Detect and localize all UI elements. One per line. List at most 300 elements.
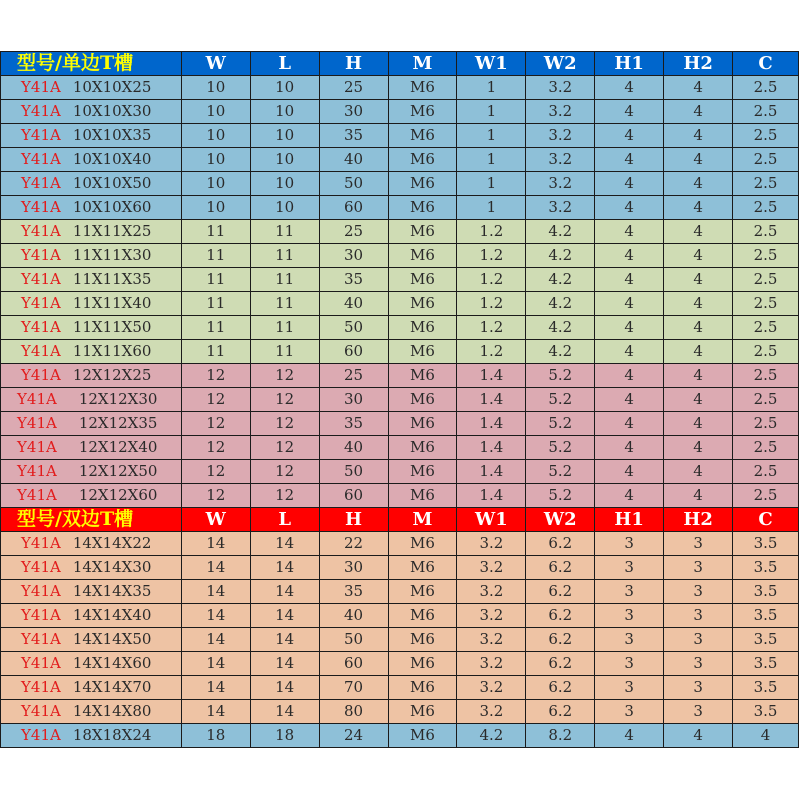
cell-w2: 3.2 [526,100,595,124]
cell-w1: 1.4 [457,484,526,508]
cell-h2: 3 [664,580,733,604]
cell-m: M6 [389,364,458,388]
cell-w: 14 [182,628,251,652]
cell-l: 14 [251,532,320,556]
cell-w: 14 [182,532,251,556]
table-row [1,292,799,316]
model-prefix: Y41A [17,438,57,456]
cell-h1: 4 [595,316,664,340]
cell-w1: 1.2 [457,292,526,316]
spec-table [0,51,799,748]
cell-w1: 1.2 [457,268,526,292]
cell-c: 2.5 [733,196,799,220]
model-prefix: Y41A [17,486,57,504]
model-prefix: Y41A [17,462,57,480]
cell-h2: 3 [664,652,733,676]
header-col-h: H [320,508,389,532]
cell-h1: 4 [595,412,664,436]
model-size: 14X14X35 [72,582,152,600]
model-cell [1,532,182,556]
cell-m: M6 [389,124,458,148]
cell-c: 2.5 [733,436,799,460]
cell-l: 14 [251,676,320,700]
cell-h: 70 [320,676,389,700]
cell-w2: 6.2 [526,604,595,628]
cell-m: M6 [389,700,458,724]
cell-h: 25 [320,76,389,100]
header-col-l: L [251,508,320,532]
model-cell [1,196,182,220]
cell-m: M6 [389,580,458,604]
cell-c: 2.5 [733,460,799,484]
table-row [1,172,799,196]
cell-h2: 4 [664,412,733,436]
cell-h1: 4 [595,340,664,364]
model-prefix: Y41A [21,342,61,360]
cell-c: 2.5 [733,340,799,364]
cell-c: 2.5 [733,124,799,148]
table-row [1,316,799,340]
cell-m: M6 [389,316,458,340]
cell-h1: 4 [595,724,664,748]
cell-m: M6 [389,148,458,172]
model-prefix: Y41A [21,534,61,552]
model-prefix: Y41A [21,366,61,384]
cell-w1: 1.4 [457,460,526,484]
cell-l: 10 [251,196,320,220]
model-size: 10X10X30 [72,102,152,120]
cell-w2: 4.2 [526,220,595,244]
model-prefix: Y41A [21,678,61,696]
cell-h1: 3 [595,628,664,652]
cell-h1: 4 [595,460,664,484]
cell-m: M6 [389,652,458,676]
header-col-h2: H2 [664,508,733,532]
cell-h: 50 [320,316,389,340]
cell-c: 3.5 [733,532,799,556]
cell-w2: 4.2 [526,340,595,364]
cell-m: M6 [389,172,458,196]
cell-w2: 3.2 [526,172,595,196]
cell-h2: 3 [664,676,733,700]
cell-w1: 1 [457,124,526,148]
cell-h: 25 [320,220,389,244]
cell-l: 11 [251,244,320,268]
cell-c: 3.5 [733,556,799,580]
cell-w1: 3.2 [457,532,526,556]
model-size: 11X11X60 [72,342,152,360]
cell-m: M6 [389,340,458,364]
model-prefix: Y41A [21,246,61,264]
cell-w1: 1.2 [457,244,526,268]
cell-w1: 3.2 [457,556,526,580]
cell-h2: 4 [664,124,733,148]
cell-c: 2.5 [733,76,799,100]
model-prefix: Y41A [21,726,61,744]
model-size: 10X10X60 [72,198,152,216]
model-prefix: Y41A [21,126,61,144]
cell-w2: 5.2 [526,388,595,412]
cell-l: 11 [251,220,320,244]
cell-h1: 3 [595,604,664,628]
cell-h: 60 [320,652,389,676]
table-row [1,412,799,436]
model-prefix: Y41A [21,630,61,648]
cell-l: 18 [251,724,320,748]
model-size: 14X14X70 [72,678,152,696]
cell-w2: 4.2 [526,244,595,268]
model-cell [1,172,182,196]
cell-w: 12 [182,484,251,508]
cell-l: 11 [251,268,320,292]
cell-h: 40 [320,292,389,316]
cell-w1: 1.2 [457,316,526,340]
model-prefix: Y41A [21,198,61,216]
cell-w: 11 [182,292,251,316]
cell-w1: 1.2 [457,340,526,364]
cell-w2: 5.2 [526,364,595,388]
cell-h: 30 [320,388,389,412]
cell-h: 35 [320,580,389,604]
cell-w1: 3.2 [457,652,526,676]
cell-c: 2.5 [733,316,799,340]
cell-w1: 1.4 [457,388,526,412]
cell-w: 10 [182,196,251,220]
header-col-w: W [182,52,251,76]
model-cell [1,676,182,700]
cell-h1: 4 [595,436,664,460]
cell-c: 2.5 [733,100,799,124]
cell-h1: 3 [595,676,664,700]
cell-l: 10 [251,172,320,196]
table-row [1,556,799,580]
cell-l: 10 [251,124,320,148]
cell-w2: 4.2 [526,268,595,292]
model-cell [1,268,182,292]
cell-h: 40 [320,604,389,628]
cell-w1: 1 [457,76,526,100]
model-size: 12X12X30 [78,390,158,408]
model-prefix: Y41A [21,702,61,720]
cell-h2: 4 [664,292,733,316]
cell-c: 3.5 [733,652,799,676]
cell-h2: 4 [664,388,733,412]
cell-w: 14 [182,652,251,676]
cell-h2: 4 [664,172,733,196]
cell-l: 12 [251,388,320,412]
model-prefix: Y41A [21,270,61,288]
model-cell [1,364,182,388]
model-size: 18X18X24 [72,726,152,744]
cell-h: 60 [320,484,389,508]
cell-w2: 6.2 [526,628,595,652]
model-size: 12X12X50 [78,462,158,480]
cell-w2: 8.2 [526,724,595,748]
cell-c: 2.5 [733,484,799,508]
model-cell [1,484,182,508]
cell-c: 4 [733,724,799,748]
header-col-w1: W1 [457,508,526,532]
cell-m: M6 [389,412,458,436]
cell-h: 30 [320,244,389,268]
table-row [1,244,799,268]
cell-w: 10 [182,124,251,148]
cell-c: 2.5 [733,220,799,244]
cell-l: 12 [251,484,320,508]
model-prefix: Y41A [21,78,61,96]
cell-m: M6 [389,220,458,244]
cell-m: M6 [389,76,458,100]
cell-c: 2.5 [733,268,799,292]
model-size: 11X11X25 [72,222,152,240]
cell-w: 12 [182,364,251,388]
cell-h: 50 [320,628,389,652]
model-cell [1,412,182,436]
model-prefix: Y41A [21,102,61,120]
table-row [1,484,799,508]
cell-h2: 4 [664,268,733,292]
header-col-h1: H1 [595,508,664,532]
cell-h1: 4 [595,244,664,268]
double-sided-rows [1,532,799,748]
cell-h: 60 [320,196,389,220]
cell-l: 10 [251,76,320,100]
model-size: 14X14X30 [72,558,152,576]
model-size: 12X12X25 [72,366,152,384]
cell-m: M6 [389,244,458,268]
model-size: 10X10X40 [72,150,152,168]
header-model-label: 型号/单边T槽 [1,52,182,76]
cell-c: 3.5 [733,628,799,652]
cell-m: M6 [389,532,458,556]
model-size: 14X14X50 [72,630,152,648]
cell-w: 10 [182,76,251,100]
cell-w: 14 [182,604,251,628]
cell-h1: 4 [595,484,664,508]
cell-w1: 3.2 [457,676,526,700]
cell-h1: 3 [595,532,664,556]
cell-c: 3.5 [733,580,799,604]
cell-h2: 4 [664,100,733,124]
cell-w: 14 [182,700,251,724]
header-model-label: 型号/双边T槽 [1,508,182,532]
table-row [1,628,799,652]
model-size: 14X14X40 [72,606,152,624]
model-cell [1,124,182,148]
table-row [1,220,799,244]
cell-l: 14 [251,604,320,628]
cell-h: 35 [320,412,389,436]
cell-h1: 3 [595,580,664,604]
model-size: 12X12X60 [78,486,158,504]
cell-h2: 4 [664,340,733,364]
cell-w2: 4.2 [526,316,595,340]
cell-h2: 4 [664,436,733,460]
cell-w: 12 [182,436,251,460]
cell-h2: 4 [664,724,733,748]
table-header-double [1,508,799,532]
model-prefix: Y41A [17,414,57,432]
model-size: 11X11X50 [72,318,152,336]
cell-h2: 3 [664,604,733,628]
model-size: 10X10X50 [72,174,152,192]
cell-l: 10 [251,100,320,124]
cell-h1: 3 [595,652,664,676]
cell-l: 14 [251,580,320,604]
model-cell [1,628,182,652]
model-cell [1,316,182,340]
cell-w: 12 [182,412,251,436]
model-cell [1,292,182,316]
cell-w1: 1.4 [457,364,526,388]
header-col-w1: W1 [457,52,526,76]
table-row [1,124,799,148]
cell-w1: 3.2 [457,700,526,724]
cell-c: 2.5 [733,172,799,196]
header-col-w2: W2 [526,508,595,532]
header-col-c: C [733,508,799,532]
cell-w: 14 [182,556,251,580]
cell-w2: 6.2 [526,580,595,604]
header-col-l: L [251,52,320,76]
cell-w2: 4.2 [526,292,595,316]
model-cell [1,460,182,484]
cell-m: M6 [389,100,458,124]
cell-h1: 4 [595,100,664,124]
model-prefix: Y41A [17,390,57,408]
cell-w2: 6.2 [526,532,595,556]
cell-w2: 3.2 [526,148,595,172]
table-row [1,724,799,748]
model-cell [1,100,182,124]
cell-c: 3.5 [733,700,799,724]
cell-w: 10 [182,100,251,124]
cell-w: 10 [182,148,251,172]
cell-w: 11 [182,316,251,340]
cell-c: 2.5 [733,364,799,388]
cell-m: M6 [389,388,458,412]
header-col-w: W [182,508,251,532]
cell-h: 30 [320,556,389,580]
cell-l: 14 [251,556,320,580]
cell-w2: 6.2 [526,676,595,700]
cell-w1: 1.4 [457,412,526,436]
model-size: 14X14X80 [72,702,152,720]
model-cell [1,652,182,676]
cell-m: M6 [389,676,458,700]
cell-h: 40 [320,148,389,172]
cell-w1: 1 [457,196,526,220]
cell-w2: 5.2 [526,436,595,460]
cell-w: 12 [182,460,251,484]
cell-w2: 3.2 [526,196,595,220]
table-row [1,388,799,412]
cell-l: 14 [251,700,320,724]
header-col-m: M [389,508,458,532]
cell-h1: 4 [595,76,664,100]
header-col-h2: H2 [664,52,733,76]
table-row [1,580,799,604]
cell-h: 50 [320,460,389,484]
cell-l: 10 [251,148,320,172]
header-col-h1: H1 [595,52,664,76]
cell-m: M6 [389,724,458,748]
model-prefix: Y41A [21,174,61,192]
cell-h1: 4 [595,124,664,148]
cell-h1: 4 [595,220,664,244]
cell-h: 80 [320,700,389,724]
cell-h1: 4 [595,148,664,172]
table-row [1,460,799,484]
model-prefix: Y41A [21,606,61,624]
model-cell [1,388,182,412]
cell-l: 14 [251,628,320,652]
table-row [1,532,799,556]
model-size: 10X10X35 [72,126,152,144]
cell-w1: 1 [457,172,526,196]
cell-l: 12 [251,460,320,484]
model-cell [1,700,182,724]
cell-h1: 4 [595,196,664,220]
cell-h: 60 [320,340,389,364]
cell-w: 14 [182,676,251,700]
model-cell [1,244,182,268]
table-row [1,436,799,460]
cell-m: M6 [389,436,458,460]
model-prefix: Y41A [21,222,61,240]
cell-h: 25 [320,364,389,388]
model-prefix: Y41A [21,150,61,168]
model-size: 11X11X35 [72,270,152,288]
cell-h1: 3 [595,556,664,580]
header-col-m: M [389,52,458,76]
model-cell [1,604,182,628]
cell-m: M6 [389,628,458,652]
model-cell [1,724,182,748]
table-row [1,76,799,100]
cell-h2: 3 [664,628,733,652]
cell-w1: 1 [457,100,526,124]
cell-w1: 1.4 [457,436,526,460]
cell-h2: 4 [664,316,733,340]
cell-h1: 4 [595,388,664,412]
cell-w: 10 [182,172,251,196]
cell-w: 11 [182,268,251,292]
cell-h2: 3 [664,556,733,580]
cell-w2: 6.2 [526,700,595,724]
cell-c: 3.5 [733,676,799,700]
cell-h1: 4 [595,172,664,196]
cell-h2: 4 [664,196,733,220]
cell-w1: 3.2 [457,628,526,652]
cell-l: 12 [251,436,320,460]
table-row [1,148,799,172]
cell-h2: 3 [664,532,733,556]
cell-h: 24 [320,724,389,748]
cell-m: M6 [389,292,458,316]
cell-h2: 4 [664,244,733,268]
cell-w2: 3.2 [526,76,595,100]
model-prefix: Y41A [21,318,61,336]
cell-w1: 3.2 [457,604,526,628]
model-cell [1,580,182,604]
cell-l: 12 [251,364,320,388]
header-col-w2: W2 [526,52,595,76]
cell-m: M6 [389,604,458,628]
cell-l: 12 [251,412,320,436]
cell-c: 2.5 [733,388,799,412]
cell-h2: 4 [664,484,733,508]
